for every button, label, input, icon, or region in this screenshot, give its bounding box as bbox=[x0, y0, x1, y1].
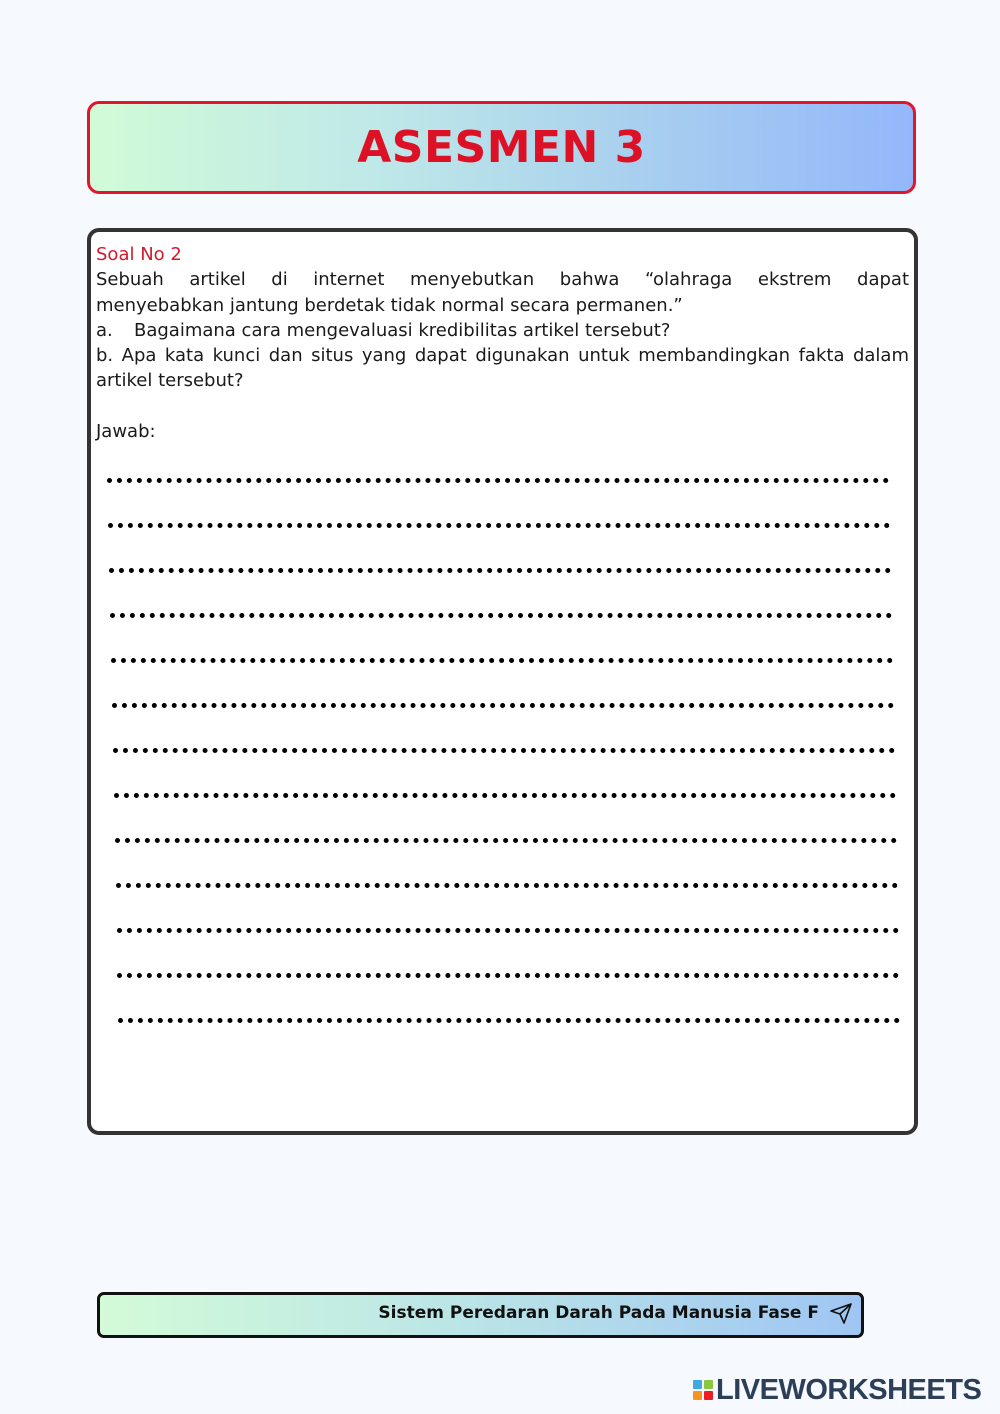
item-a-text: Bagaimana cara mengevaluasi kredibilitas artikel tersebut? bbox=[134, 319, 671, 341]
answer-line-7[interactable] bbox=[113, 748, 895, 753]
answer-line-12[interactable] bbox=[117, 973, 899, 978]
brand-name: LIVEWORKSHEETS bbox=[716, 1373, 982, 1406]
question-card bbox=[87, 228, 918, 1135]
page-title: ASESMEN 3 bbox=[357, 122, 646, 173]
answer-line-5[interactable] bbox=[111, 658, 893, 663]
answer-line-1[interactable] bbox=[107, 478, 889, 483]
answer-line-2[interactable] bbox=[108, 523, 890, 528]
question-item-b-line-1: b. Apa kata kunci dan situs yang dapat digunakan untuk membandingkan fakta dalam bbox=[96, 345, 909, 367]
item-a-marker: a. bbox=[96, 319, 113, 341]
send-icon bbox=[829, 1301, 853, 1325]
question-stem-line-1: Sebuah artikel di internet menyebutkan bahwa “olahraga ekstrem dapat bbox=[96, 269, 909, 291]
answer-line-6[interactable] bbox=[112, 703, 894, 708]
question-item-b-line-2: artikel tersebut? bbox=[96, 370, 244, 392]
footer-text: Sistem Peredaran Darah Pada Manusia Fase F bbox=[378, 1303, 819, 1323]
answer-line-10[interactable] bbox=[116, 883, 898, 888]
answer-line-11[interactable] bbox=[117, 928, 899, 933]
answer-line-8[interactable] bbox=[114, 793, 896, 798]
answer-line-9[interactable] bbox=[115, 838, 897, 843]
question-item-a bbox=[96, 318, 909, 343]
liveworksheets-logo-icon bbox=[693, 1380, 713, 1400]
question-stem-line-2: menyebabkan jantung berdetak tidak normal secara permanen.” bbox=[96, 294, 683, 316]
question-text-block bbox=[96, 242, 909, 444]
liveworksheets-brand[interactable] bbox=[693, 1375, 981, 1405]
answer-line-3[interactable] bbox=[109, 568, 891, 573]
title-banner bbox=[87, 101, 916, 194]
footer-banner bbox=[97, 1292, 864, 1338]
answer-line-4[interactable] bbox=[110, 613, 892, 618]
answer-line-13[interactable] bbox=[118, 1018, 900, 1023]
answer-label: Jawab: bbox=[96, 420, 156, 442]
question-number: Soal No 2 bbox=[96, 244, 182, 265]
